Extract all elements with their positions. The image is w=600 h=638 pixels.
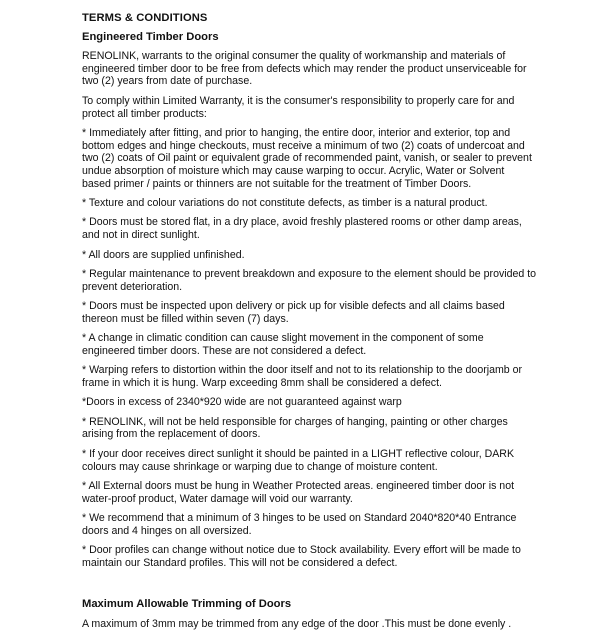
paragraph-line: *Doors in excess of 2340*920 wide are not guaranteed against warp [82,396,402,409]
paragraph-line: * Doors must be stored flat, in a dry place, avoid freshly plastered rooms or other damp areas, [82,216,522,229]
paragraph [82,50,527,88]
paragraph-line: * Door profiles can change without notice due to Stock availability. Every effort will be made to [82,544,521,557]
paragraph-line: arising from the replacement of doors. [82,428,261,441]
paragraph-line: and not in direct sunlight. [82,229,200,242]
trimming-text-line: A maximum of 3mm may be trimmed from any edge of the door .This must be done evenly . [82,618,512,631]
paragraph-line: engineered timber doors. These are not considered a defect. [82,344,367,357]
paragraph-line: two (2) years from date of purchase. [82,75,253,88]
paragraph-line: * If your door receives direct sunlight it should be painted in a LIGHT reflective colour, DARK [82,447,515,460]
paragraph-line: * Regular maintenance to prevent breakdown and exposure to the element should be provided to [82,267,537,280]
paragraph-line: prevent deterioration. [82,280,183,293]
paragraph-line: * All External doors must be hung in Weather Protected areas. engineered timber door is not [82,479,515,492]
section-gap [82,576,518,597]
paragraph [82,396,518,409]
paragraph-line: bottom edges and hinge checkouts, must receive a minimum of two (2) coats of undercoat and [82,139,525,152]
paragraph-line: colours may cause shrinkage or warping due to change of moisture content. [82,460,438,473]
paragraph-line: RENOLINK, warrants to the original consumer the quality of workmanship and materials of [82,50,506,62]
paragraph [82,197,518,210]
trimming-text [82,618,518,631]
document-content [82,11,537,638]
paragraph-line: undue absorption of moisture which may cause warping to occur. Acrylic, Water or Solvent [82,165,505,177]
paragraph-line: * RENOLINK, will not be held responsible for charges of hanging, painting or other charges [82,415,508,428]
paragraph [82,95,518,120]
paragraph-line: To comply within Limited Warranty, it is the consumer's responsibility to properly care for and [82,94,515,107]
paragraph [82,249,518,262]
paragraph-line: frame in which it is hung. Warp exceeding 8mm shall be considered a defect. [82,376,442,389]
paragraph-line: * Immediately after fitting, and prior to hanging, the entire door, interior and exterior, top and [82,126,511,139]
paragraph [82,216,522,242]
paragraph [82,364,523,389]
page-title: TERMS & CONDITIONS [82,12,208,24]
paragraph [82,300,518,325]
section-title: Engineered Timber Doors [82,31,219,43]
paragraph-line: engineered timber door to be free from defects which may render the product unserviceable for [82,62,527,75]
paragraph-line: * We recommend that a minimum of 3 hinges to be used on Standard 2040*820*40 Entrance [82,512,517,525]
paragraph-line: doors and 4 hinges on all oversized. [82,524,252,537]
paragraph-line: maintain our Standard profiles. This will not be considered a defect. [82,556,398,569]
paragraph-line: * All doors are supplied unfinished. [82,248,245,261]
paragraph-list [82,50,537,570]
paragraph-line: water-proof product, Water damage will void our warranty. [82,492,353,505]
paragraph-line: * A change in climatic condition can cause slight movement in the component of some [82,332,484,345]
paragraph-line: protect all timber products: [82,107,207,120]
paragraph [82,480,518,505]
paragraph [82,332,518,357]
paragraph-line: two (2) coats of Oil paint or equivalent grade of recommended paint, vanish, or sealer to prevent [82,152,532,165]
paragraph-line: * Warping refers to distortion within the door itself and not to its relationship to the doorjamb or [82,364,523,377]
paragraph-line: * Doors must be inspected upon delivery or pick up for visible defects and all claims based [82,300,505,313]
paragraph-line: * Texture and colour variations do not constitute defects, as timber is a natural product. [82,197,488,210]
paragraph [82,512,518,537]
paragraph [82,267,537,293]
paragraph [82,416,518,441]
paragraph [82,544,521,569]
paragraph [82,126,532,191]
paragraph-line: thereon must be filled within seven (7) days. [82,312,289,325]
trimming-title: Maximum Allowable Trimming of Doors [82,598,292,611]
paragraph-line: based primer / paints or thinners are not suitable for the treatment of Timber Doors. [82,177,472,190]
paragraph [82,448,518,473]
